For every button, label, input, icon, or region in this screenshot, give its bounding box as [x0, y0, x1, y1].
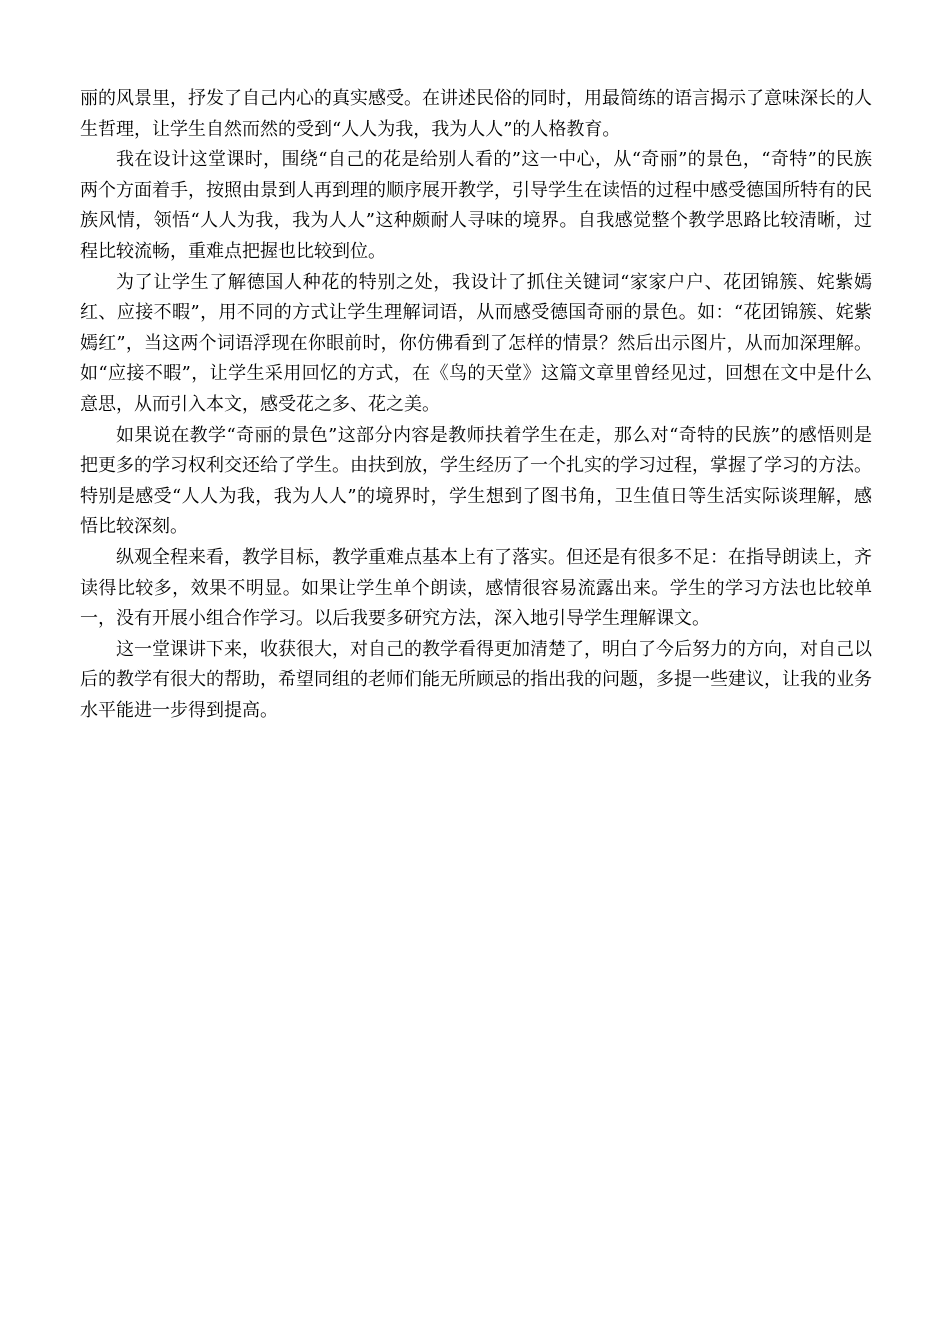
paragraph-scenery: 为了让学生了解德国人种花的特别之处，我设计了抓住关键词“家家户户、花团锦簇、姹紫嫣红、应接不暇”，用不同的方式让学生理解词语，从而感受德国奇丽的景色。如：“花团锦簇、姹紫嫣红”，当这两个词语浮现在你眼前时，你仿佛看到了怎样的情景？然后出示图片，从而加深理解。如“应接不暇”，让学生采用回忆的方式，在《鸟的天堂》这篇文章里曾经见过，回想在文中是什么意思，从而引入本文，感受花之多、花之美。: [80, 271, 872, 415]
paragraph-reflection: 纵观全程来看，教学目标，教学重难点基本上有了落实。但还是有很多不足：在指导朗读上，齐读得比较多，效果不明显。如果让学生单个朗读，感情很容易流露出来。学生的学习方法也比较单一，没有开展小组合作学习。以后我要多研究方法，深入地引导学生理解课文。: [80, 546, 872, 630]
document-body: [80, 84, 872, 726]
paragraph-nation: 如果说在教学“奇丽的景色”这部分内容是教师扶着学生在走，那么对“奇特的民族”的感悟则是把更多的学习权利交还给了学生。由扶到放，学生经历了一个扎实的学习过程，掌握了学习的方法。特别是感受“人人为我，我为人人”的境界时，学生想到了图书角，卫生值日等生活实际谈理解，感悟比较深刻。: [80, 424, 872, 538]
paragraph-design: 我在设计这堂课时，围绕“自己的花是给别人看的”这一中心，从“奇丽”的景色，“奇特”的民族两个方面着手，按照由景到人再到理的顺序展开教学，引导学生在读悟的过程中感受德国所特有的民族风情，领悟“人人为我，我为人人”这种颇耐人寻味的境界。自我感觉整个教学思路比较清晰，过程比较流畅，重难点把握也比较到位。: [80, 149, 872, 262]
paragraph-conclusion: 这一堂课讲下来，收获很大，对自己的教学看得更加清楚了，明白了今后努力的方向，对自己以后的教学有很大的帮助，希望同组的老师们能无所顾忌的指出我的问题，多提一些建议，让我的业务水平能进一步得到提高。: [80, 638, 872, 721]
paragraph-continuation: 丽的风景里，抒发了自己内心的真实感受。在讲述民俗的同时，用最简练的语言揭示了意味深长的人生哲理，让学生自然而然的受到“人人为我，我为人人”的人格教育。: [80, 88, 872, 140]
